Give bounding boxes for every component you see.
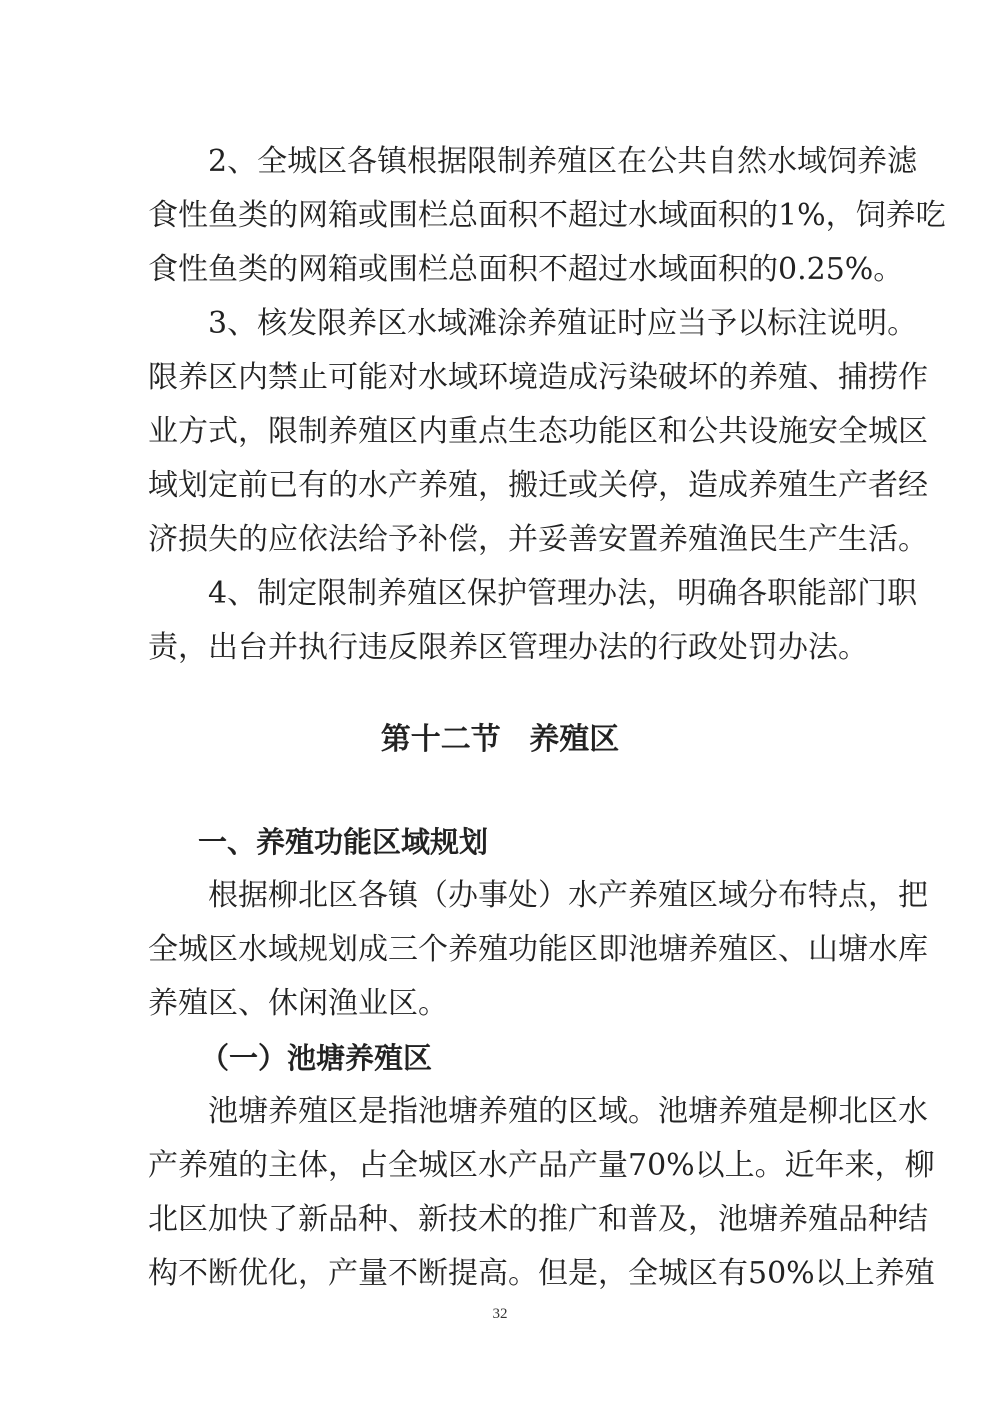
paragraph-line: 食性鱼类的网箱或围栏总面积不超过水域面积的0.25%。: [148, 252, 904, 287]
paragraph-line: 全城区水域规划成三个养殖功能区即池塘养殖区、山塘水库: [148, 932, 928, 967]
paragraph-line: 2、全城区各镇根据限制养殖区在公共自然水域饲养滤: [208, 144, 918, 179]
subheading: （一）池塘养殖区: [200, 1041, 433, 1075]
paragraph-line: 限养区内禁止可能对水域环境造成污染破坏的养殖、捕捞作: [148, 360, 928, 395]
section-title: 第十二节 养殖区: [380, 722, 620, 757]
heading: 一、养殖功能区域规划: [198, 825, 489, 859]
paragraph-line: 域划定前已有的水产养殖，搬迁或关停，造成养殖生产者经: [148, 468, 928, 503]
paragraph-line: 根据柳北区各镇（办事处）水产养殖区域分布特点，把: [208, 878, 928, 913]
paragraph-line: 3、核发限养区水域滩涂养殖证时应当予以标注说明。: [208, 306, 918, 341]
paragraph-line: 责，出台并执行违反限养区管理办法的行政处罚办法。: [148, 630, 868, 665]
page-number: 32: [492, 1306, 508, 1322]
paragraph-line: 构不断优化，产量不断提高。但是，全城区有50%以上养殖: [148, 1256, 935, 1291]
paragraph-line: 北区加快了新品种、新技术的推广和普及，池塘养殖品种结: [148, 1202, 928, 1237]
paragraph-line: 产养殖的主体，占全城区水产品产量70%以上。近年来，柳: [148, 1148, 935, 1183]
paragraph-line: 济损失的应依法给予补偿，并妥善安置养殖渔民生产生活。: [148, 522, 928, 557]
paragraph-line: 4、制定限制养殖区保护管理办法，明确各职能部门职: [208, 576, 918, 611]
paragraph-line: 养殖区、休闲渔业区。: [148, 986, 448, 1021]
paragraph-line: 业方式，限制养殖区内重点生态功能区和公共设施安全城区: [148, 414, 928, 449]
paragraph-line: 食性鱼类的网箱或围栏总面积不超过水域面积的1%，饲养吃: [148, 198, 946, 233]
paragraph-line: 池塘养殖区是指池塘养殖的区域。池塘养殖是柳北区水: [208, 1094, 928, 1129]
